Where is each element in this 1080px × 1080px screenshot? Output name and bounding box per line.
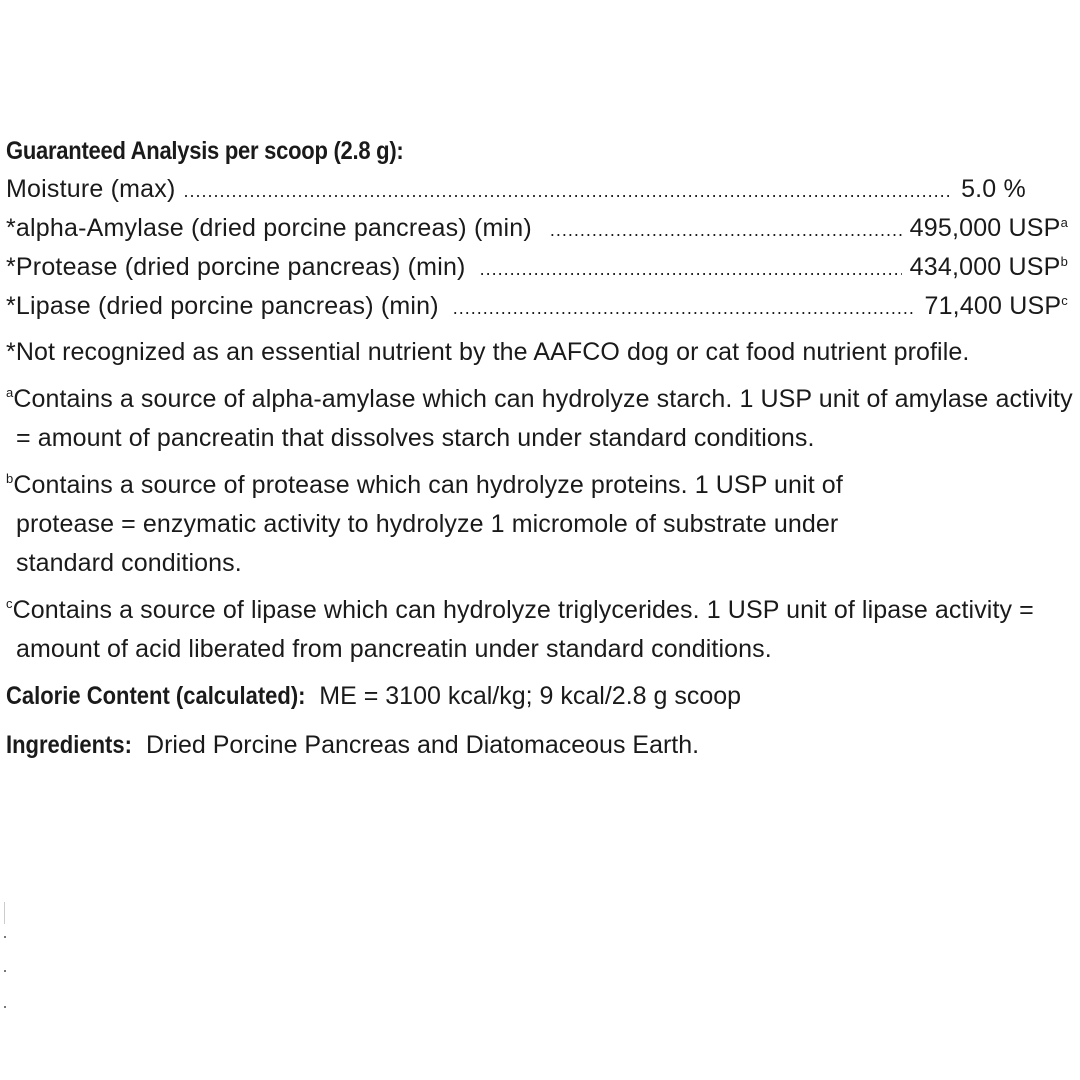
footnote-text: Contains a source of lipase which can hydrolyze triglycerides. 1 USP unit of lipase activity = amount of acid liberated from pancreatin under standard conditions. [12,596,1034,663]
analysis-row-name: *Lipase (dried porcine pancreas) (min) [6,292,439,320]
ingredients-label: Ingredients: [6,731,132,759]
nutrition-label [6,132,1076,765]
analysis-row-value: 495,000 USP$^a$ [909,214,1068,242]
analysis-row-name: *Protease (dried porcine pancreas) (min) [6,253,466,281]
dot-leader [480,250,902,289]
footnote-marker: a [6,385,14,400]
footnote-c [6,591,1076,669]
footnote-text: Contains a source of protease which can hydrolyze proteins. 1 USP unit of protease = enzymatic activity to hydrolyze 1 micromole of substrate under standard conditions. [13,471,843,577]
analysis-row-value: 5.0 % [961,175,1026,203]
footnote-marker: b [6,471,14,486]
analysis-row-lipase [6,287,1076,326]
calorie-value: ME = 3100 kcal/kg; 9 kcal/2.8 g scoop [319,682,742,710]
aafco-note: *Not recognized as an essential nutrient by the AAFCO dog or cat food nutrient profile. [6,338,970,366]
analysis-row-value: 71,400 USP$^c$ [924,292,1068,320]
dot-leader [550,211,902,250]
scan-artifact-marks [0,896,12,1026]
ingredients [6,726,1076,765]
footnote-marker: c [1061,293,1068,308]
analysis-row-moisture [6,170,1076,209]
footnote-marker: b [1060,254,1068,269]
analysis-row-name: Moisture (max) [6,175,176,203]
footnote-marker: a [1060,215,1068,230]
ingredients-value: Dried Porcine Pancreas and Diatomaceous Earth. [146,731,700,759]
footnote-marker: c [6,596,13,611]
analysis-row-value: 434,000 USP$^b$ [909,253,1068,281]
dot-leader [184,172,954,211]
footnote-a [6,380,1076,458]
calorie-label: Calorie Content (calculated): [6,682,306,710]
footnote-text: Contains a source of alpha-amylase which can hydrolyze starch. 1 USP unit of amylase activity = amount of pancreatin that dissolves starch under standard conditions. [13,385,1073,452]
analysis-row-protease [6,248,1076,287]
calorie-content [6,677,1076,716]
analysis-row-amylase [6,209,1076,248]
footnote-b [6,466,1076,583]
dot-leader [453,289,917,328]
guaranteed-analysis-heading: Guaranteed Analysis per scoop (2.8 g): [6,137,404,165]
analysis-row-name: *alpha-Amylase (dried porcine pancreas) (min) [6,214,532,242]
